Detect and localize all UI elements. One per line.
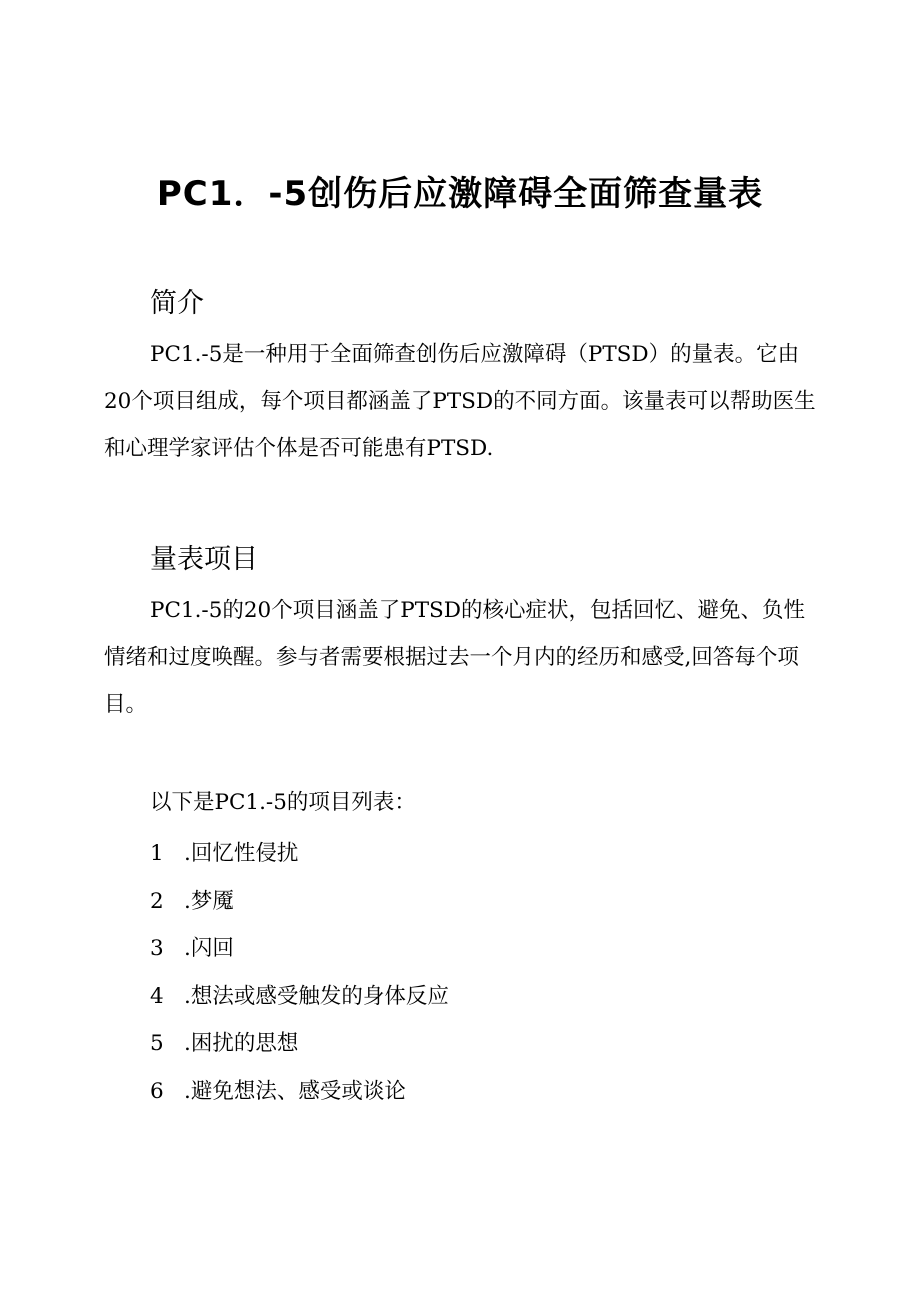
document-title: PC1．-5创伤后应激障碍全面筛查量表: [156, 174, 764, 214]
list-item-number: 6: [150, 1078, 164, 1104]
section-heading-items: 量表项目: [150, 544, 258, 575]
list-item: [150, 1020, 449, 1068]
list-item-number: 3: [150, 936, 164, 962]
list-item: [150, 1068, 449, 1116]
list-item: [150, 925, 449, 973]
item-list: [150, 830, 449, 1116]
list-item-number: 2: [150, 888, 164, 914]
list-intro: 以下是PC1.-5的项目列表：: [150, 790, 416, 815]
section-paragraph-intro: PC1.-5是一种用于全面筛查创伤后应激障碍（PTSD）的量表。它由20个项目组成，每个项目都涵盖了PTSD的不同方面。该量表可以帮助医生和心理学家评估个体是否可能患有PTSD.: [104, 342, 816, 461]
list-item: [150, 830, 449, 878]
list-item: [150, 973, 449, 1021]
list-item-number: 4: [150, 983, 164, 1009]
list-item-text: .避免想法、感受或谈论: [184, 1078, 406, 1104]
section-heading-intro: 简介: [150, 288, 204, 319]
list-item-text: .回忆性侵扰: [184, 841, 299, 866]
section-paragraph-items: PC1.-5的20个项目涵盖了PTSD的核心症状，包括回忆、避免、负性情绪和过度唤醒。参与者需要根据过去一个月内的经历和感受,回答每个项目。: [104, 598, 806, 717]
list-item: [150, 878, 449, 926]
list-item-number: 1: [150, 841, 164, 866]
list-item-number: 5: [150, 1031, 164, 1057]
list-item-text: .困扰的思想: [184, 1031, 299, 1057]
list-item-text: .想法或感受触发的身体反应: [184, 983, 449, 1009]
list-item-text: .梦魇: [184, 888, 234, 914]
list-item-text: .闪回: [184, 936, 234, 962]
